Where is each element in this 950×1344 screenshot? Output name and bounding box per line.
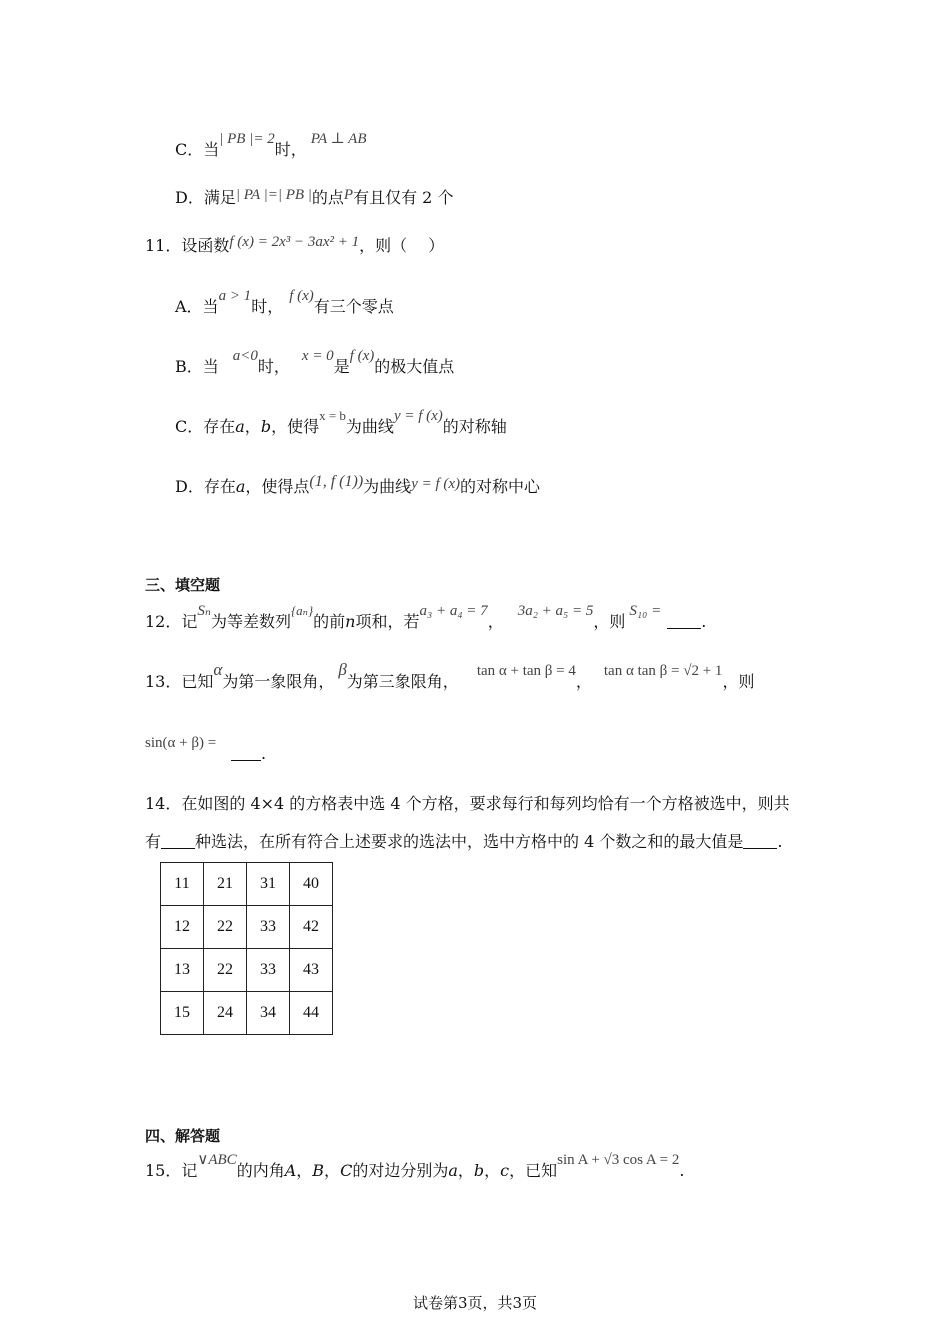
text: ，则 bbox=[593, 612, 626, 631]
q15 bbox=[145, 1152, 685, 1182]
question-number: 12．记 bbox=[145, 612, 198, 631]
answer-blank[interactable] bbox=[231, 744, 261, 761]
grid-row bbox=[161, 992, 333, 1035]
math: P bbox=[343, 187, 354, 203]
grid-cell: 13 bbox=[161, 949, 204, 992]
grid-row bbox=[161, 949, 333, 992]
text: ，则（ ） bbox=[359, 236, 445, 255]
math: tan α + tan β = 4 bbox=[476, 663, 576, 679]
math: Sₙ bbox=[197, 603, 211, 619]
text: 项和，若 bbox=[355, 612, 420, 631]
text: ， bbox=[457, 1161, 474, 1180]
text: . bbox=[701, 612, 707, 631]
text: ， bbox=[244, 417, 261, 436]
text: ， bbox=[296, 1161, 313, 1180]
text: ，使得点 bbox=[245, 477, 310, 496]
math: a > 1 bbox=[218, 288, 252, 304]
text: . bbox=[777, 832, 783, 851]
math: PA ⊥ AB bbox=[310, 131, 367, 147]
text: ，已知 bbox=[509, 1161, 558, 1180]
var-a: a bbox=[235, 477, 246, 496]
text: . bbox=[679, 1161, 685, 1180]
page-footer: 试卷第3页，共3页 bbox=[412, 1294, 538, 1312]
math: | PB |= 2 bbox=[219, 131, 275, 147]
var-c: c bbox=[500, 1161, 510, 1180]
math: | PA |=| PB | bbox=[235, 187, 312, 203]
text: ，则 bbox=[722, 672, 755, 691]
text: 有 bbox=[145, 832, 162, 851]
text: 的对边分别为 bbox=[352, 1161, 449, 1180]
math: x = 0 bbox=[301, 348, 334, 364]
grid-cell: 24 bbox=[204, 992, 247, 1035]
grid-cell: 31 bbox=[247, 863, 290, 906]
text: 时， bbox=[257, 357, 290, 376]
grid-row bbox=[161, 863, 333, 906]
option-label: C．存在 bbox=[175, 417, 236, 436]
option-label: A．当 bbox=[175, 297, 219, 316]
text: ， bbox=[484, 1161, 501, 1180]
var-b: b bbox=[473, 1161, 485, 1180]
math: 3a₂ + a₅ = 5 bbox=[517, 603, 594, 619]
grid-cell: 22 bbox=[204, 906, 247, 949]
section-heading-answer: 四、解答题 bbox=[145, 1127, 221, 1145]
text: 有三个零点 bbox=[313, 297, 394, 316]
math: {aₙ} bbox=[290, 603, 314, 618]
math: a<0 bbox=[232, 348, 258, 364]
math: y = f (x) bbox=[411, 476, 461, 492]
math: ∨ABC bbox=[197, 1152, 237, 1168]
var-a: a bbox=[448, 1161, 458, 1180]
grid-cell: 21 bbox=[204, 863, 247, 906]
text: ，使得 bbox=[271, 417, 320, 436]
q11-option-b bbox=[175, 348, 455, 378]
text: 的极大值点 bbox=[374, 357, 455, 376]
answer-blank[interactable] bbox=[743, 832, 777, 849]
grid-row bbox=[161, 906, 333, 949]
text: 为等差数列 bbox=[210, 612, 291, 631]
q13 bbox=[145, 660, 755, 693]
q11-option-c bbox=[175, 408, 507, 438]
math: a₃ + a₄ = 7 bbox=[419, 603, 488, 619]
math: S₁₀ = bbox=[629, 603, 662, 619]
grid-cell: 12 bbox=[161, 906, 204, 949]
q11-option-d bbox=[175, 473, 541, 498]
math: sin(α + β) = bbox=[145, 735, 217, 751]
question-number: 13．已知 bbox=[145, 672, 214, 691]
text: 的前 bbox=[313, 612, 346, 631]
text: 为曲线 bbox=[345, 417, 394, 436]
question-number: 11．设函数 bbox=[145, 236, 230, 255]
section-heading-fill-in: 三、填空题 bbox=[145, 576, 221, 594]
text: 的内角 bbox=[236, 1161, 285, 1180]
q10-option-d bbox=[175, 188, 453, 209]
text: ， bbox=[575, 672, 592, 691]
var-C: C bbox=[340, 1161, 353, 1180]
q13-answer-line bbox=[145, 735, 267, 765]
q10-option-c bbox=[175, 131, 367, 161]
answer-blank[interactable] bbox=[667, 612, 701, 629]
math: tan α tan β = √2 + 1 bbox=[603, 663, 723, 679]
grid-cell: 33 bbox=[247, 949, 290, 992]
q12 bbox=[145, 603, 707, 633]
text: 种选法，在所有符合上述要求的选法中，选中方格中的 4 个数之和的最大值是 bbox=[195, 832, 744, 851]
option-label: C．当 bbox=[175, 140, 220, 159]
text: ， bbox=[487, 612, 504, 631]
var-n: n bbox=[345, 612, 356, 631]
text: 有且仅有 2 个 bbox=[353, 188, 454, 207]
math: f (x) bbox=[289, 288, 314, 304]
text: 时， bbox=[251, 297, 284, 316]
text: 为曲线 bbox=[363, 477, 412, 496]
grid-cell: 43 bbox=[290, 949, 333, 992]
math: x = b bbox=[319, 408, 346, 423]
text: . bbox=[261, 744, 267, 763]
grid-cell: 40 bbox=[290, 863, 333, 906]
text: 的对称轴 bbox=[442, 417, 507, 436]
text: 为第一象限角， bbox=[222, 672, 335, 691]
math: α bbox=[213, 660, 223, 679]
option-label: D．存在 bbox=[175, 477, 236, 496]
grid-cell: 42 bbox=[290, 906, 333, 949]
text: ， bbox=[324, 1161, 341, 1180]
text: 为第三象限角， bbox=[346, 672, 459, 691]
var-A: A bbox=[284, 1161, 297, 1180]
math: y = f (x) bbox=[393, 408, 443, 424]
number-grid bbox=[160, 862, 333, 1035]
q14-line1: 14．在如图的 4×4 的方格表中选 4 个方格，要求每行和每列均恰有一个方格被选中，则共 bbox=[145, 794, 790, 813]
math: (1, f (1)) bbox=[309, 473, 364, 490]
math: f (x) bbox=[349, 348, 375, 364]
math: β bbox=[338, 660, 347, 679]
var-a: a bbox=[235, 417, 245, 436]
text: 的点 bbox=[311, 188, 344, 207]
var-b: b bbox=[260, 417, 272, 436]
math: f (x) = 2x³ − 3ax² + 1 bbox=[229, 234, 360, 250]
q14-line2 bbox=[145, 832, 782, 852]
grid-cell: 34 bbox=[247, 992, 290, 1035]
grid-cell: 22 bbox=[204, 949, 247, 992]
text: 的对称中心 bbox=[460, 477, 541, 496]
grid-cell: 11 bbox=[161, 863, 204, 906]
grid-cell: 33 bbox=[247, 906, 290, 949]
grid-cell: 44 bbox=[290, 992, 333, 1035]
q11-stem bbox=[145, 236, 444, 257]
var-B: B bbox=[312, 1161, 325, 1180]
text: 时， bbox=[274, 140, 307, 159]
answer-blank[interactable] bbox=[161, 832, 195, 849]
text: 是 bbox=[333, 357, 350, 376]
math: sin A + √3 cos A = 2 bbox=[557, 1152, 680, 1168]
q11-option-a bbox=[175, 288, 394, 318]
option-label: B．当 bbox=[175, 357, 219, 376]
option-label: D．满足 bbox=[175, 188, 236, 207]
question-number: 15．记 bbox=[145, 1161, 198, 1180]
grid-cell: 15 bbox=[161, 992, 204, 1035]
